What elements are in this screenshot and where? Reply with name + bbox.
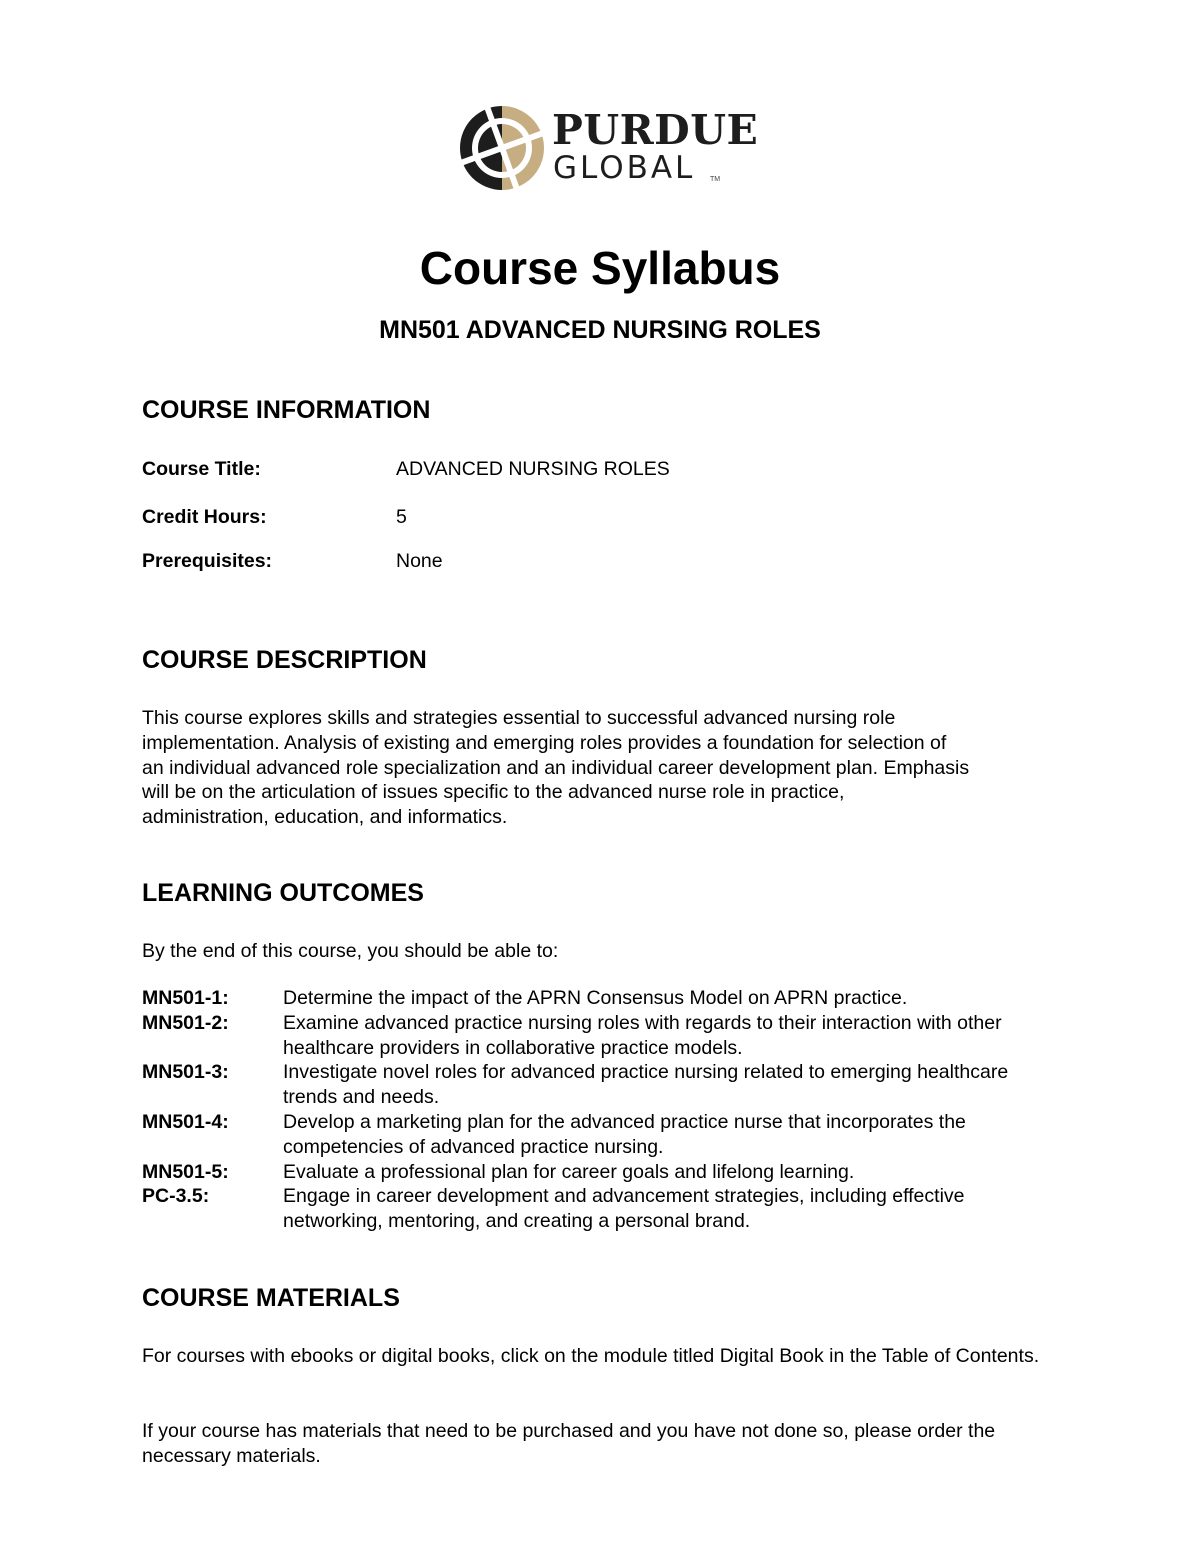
outcome-text: Investigate novel roles for advanced practice nursing related to emerging healthcare trends and needs. bbox=[283, 1061, 1009, 1109]
list-item bbox=[142, 986, 1062, 1011]
info-value: ADVANCED NURSING ROLES bbox=[396, 458, 670, 480]
outcome-text: Engage in career development and advancement strategies, including effective networking, mentoring, and creating a personal brand. bbox=[283, 1185, 965, 1233]
learning-outcomes-list bbox=[142, 986, 1062, 1234]
outcome-text: Examine advanced practice nursing roles with regards to their interaction with other healthcare providers in collaborative practice models. bbox=[283, 1011, 1002, 1059]
list-item bbox=[142, 1011, 1062, 1061]
list-item bbox=[142, 1110, 1062, 1160]
logo-trademark: TM bbox=[710, 176, 721, 183]
info-label: Credit Hours: bbox=[142, 506, 267, 528]
description-line: an individual advanced role specialization and an individual career development plan. Emphasis bbox=[142, 756, 970, 779]
list-item bbox=[142, 1160, 1062, 1185]
description-line: implementation. Analysis of existing and emerging roles provides a foundation for selection of bbox=[142, 731, 947, 754]
learning-outcomes-heading: LEARNING OUTCOMES bbox=[142, 879, 424, 907]
course-materials-paragraph-1: For courses with ebooks or digital books, click on the module titled Digital Book in the Table of Contents. bbox=[142, 1345, 1040, 1367]
course-materials-heading: COURSE MATERIALS bbox=[142, 1284, 400, 1312]
outcome-code: PC-3.5: bbox=[142, 1185, 210, 1208]
page-title: Course Syllabus bbox=[419, 242, 781, 294]
outcome-code: MN501-2: bbox=[142, 1011, 229, 1034]
outcome-code: MN501-3: bbox=[142, 1061, 229, 1084]
course-information-heading: COURSE INFORMATION bbox=[142, 396, 431, 424]
purdue-global-logo bbox=[456, 102, 759, 194]
outcome-code: MN501-4: bbox=[142, 1110, 229, 1133]
description-line: This course explores skills and strategies essential to successful advanced nursing role bbox=[142, 707, 896, 729]
learning-outcomes-intro: By the end of this course, you should be able to: bbox=[142, 940, 559, 962]
course-description-text bbox=[142, 706, 1142, 830]
outcome-text: Determine the impact of the APRN Consensus Model on APRN practice. bbox=[283, 987, 908, 1009]
info-value: 5 bbox=[396, 506, 407, 528]
course-subtitle: MN501 ADVANCED NURSING ROLES bbox=[379, 316, 821, 344]
outcome-text: Evaluate a professional plan for career goals and lifelong learning. bbox=[283, 1160, 855, 1183]
logo-word-global: GLOBAL bbox=[553, 150, 696, 186]
list-item bbox=[142, 1184, 1062, 1234]
logo-word-purdue: PURDUE bbox=[552, 106, 759, 154]
course-description-heading: COURSE DESCRIPTION bbox=[142, 646, 427, 674]
list-item bbox=[142, 1060, 1062, 1110]
description-line: will be on the articulation of issues specific to the advanced nurse role in practice, bbox=[142, 781, 845, 804]
info-label: Course Title: bbox=[142, 458, 261, 480]
info-value: None bbox=[396, 550, 443, 572]
outcome-code: MN501-5: bbox=[142, 1160, 229, 1183]
outcome-text: Develop a marketing plan for the advanced practice nurse that incorporates the competencies of advanced practice nursing. bbox=[283, 1110, 966, 1158]
globe-logo-icon bbox=[456, 102, 548, 194]
description-line: administration, education, and informatics. bbox=[142, 806, 508, 829]
outcome-code: MN501-1: bbox=[142, 987, 229, 1009]
info-label: Prerequisites: bbox=[142, 550, 273, 572]
course-materials-paragraph-2: If your course has materials that need to be purchased and you have not done so, please order the necessary materials. bbox=[142, 1420, 996, 1467]
